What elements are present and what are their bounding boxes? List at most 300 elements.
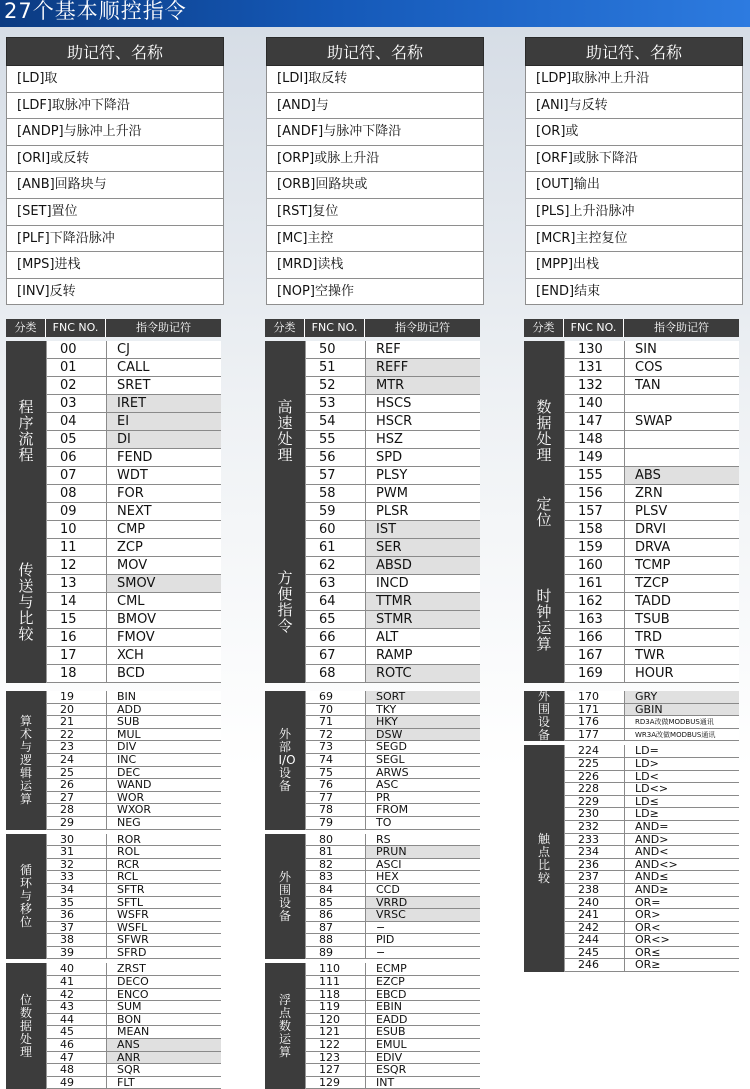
basic-item: [ORP]或脉上升沿 — [266, 146, 484, 173]
fnc-mnemonic: GRY — [625, 691, 739, 703]
fnc-number: 228 — [565, 783, 625, 795]
fnc-number: 169 — [565, 665, 625, 682]
fnc-mnemonic: DEC — [117, 766, 141, 779]
category-label — [265, 834, 305, 960]
table-row — [47, 539, 221, 557]
category-group — [524, 557, 739, 683]
fnc-mnemonic: RAMP — [376, 648, 413, 663]
fnc-mnemonic: NEXT — [117, 504, 152, 519]
fnc-mnemonic: OR<> — [635, 934, 670, 946]
fnc-mnemonic: TTMR — [366, 593, 480, 610]
row-list — [305, 691, 480, 830]
fnc-mnemonic: − — [376, 921, 386, 934]
fnc-number: 129 — [306, 1077, 366, 1089]
fnc-mnemonic: ALT — [376, 630, 399, 645]
fnc-mnemonic: CML — [117, 594, 145, 609]
category-text: 外围设备 — [278, 869, 291, 923]
fnc-number: 03 — [47, 395, 107, 412]
table-row — [565, 467, 739, 485]
table-row — [47, 521, 221, 539]
fnc-number: 160 — [565, 557, 625, 574]
fnc-number: 08 — [47, 485, 107, 502]
fnc-number: 68 — [306, 665, 366, 682]
fnc-mnemonic: WAND — [117, 779, 152, 791]
basic-item: [MRD]读栈 — [266, 252, 484, 279]
table-row — [47, 575, 221, 593]
fnc-number: 170 — [565, 691, 625, 703]
fnc-mnemonic: BIN — [117, 691, 137, 703]
category-label — [524, 467, 564, 557]
basic-item: [ANI]与反转 — [525, 93, 743, 120]
fnc-number: 21 — [47, 716, 107, 728]
category-label — [524, 691, 564, 741]
fnc-mnemonic: SFTL — [117, 896, 143, 909]
basic-item: [MPP]出栈 — [525, 252, 743, 279]
fnc-number: 127 — [306, 1064, 366, 1076]
fnc-number: 42 — [47, 989, 107, 1001]
category-label — [265, 341, 305, 521]
fnc-mnemonic: PR — [376, 791, 391, 804]
fnc-number: 34 — [47, 884, 107, 896]
fnc-mnemonic: HSCR — [376, 414, 413, 429]
fnc-mnemonic: LD> — [635, 757, 659, 770]
row-list — [564, 745, 739, 972]
fnc-number: 02 — [47, 377, 107, 394]
table-row — [565, 341, 739, 359]
table-row — [47, 846, 221, 859]
table-row — [565, 909, 739, 922]
fnc-mnemonic: LD< — [635, 770, 659, 783]
fnc-number: 148 — [565, 431, 625, 448]
table-row — [306, 716, 480, 729]
fnc-mnemonic: ANR — [107, 1052, 221, 1064]
category-group — [6, 691, 221, 830]
fnc-number: 162 — [565, 593, 625, 610]
category-label — [6, 834, 46, 960]
basic-item: [INV]反转 — [6, 279, 224, 306]
fnc-mnemonic: ENCO — [117, 988, 149, 1001]
fnc-mnemonic: WOR — [117, 791, 145, 804]
fnc-number: 234 — [565, 846, 625, 858]
basic-item: [ORI]或反转 — [6, 146, 224, 173]
fnc-mnemonic: TCMP — [635, 558, 671, 573]
row-list — [305, 341, 480, 521]
fnc-mnemonic: GBIN — [625, 704, 739, 716]
table-row — [565, 431, 739, 449]
fnc-mnemonic: BMOV — [117, 612, 157, 627]
table-row — [565, 611, 739, 629]
fnc-number: 56 — [306, 449, 366, 466]
fnc-mnemonic: FMOV — [117, 630, 155, 645]
row-list — [305, 521, 480, 683]
table-row — [565, 557, 739, 575]
fnc-number: 81 — [306, 846, 366, 858]
table-row — [47, 485, 221, 503]
fnc-number: 82 — [306, 859, 366, 871]
fnc-mnemonic: INT — [376, 1076, 395, 1089]
fnc-mnemonic: WSFL — [117, 921, 148, 934]
fnc-mnemonic: TZCP — [635, 576, 669, 591]
basic-item: [OR]或 — [525, 119, 743, 146]
fnc-number: 53 — [306, 395, 366, 412]
table-row — [47, 647, 221, 665]
fnc-number: 245 — [565, 947, 625, 959]
table-row — [47, 593, 221, 611]
fnc-number: 51 — [306, 359, 366, 376]
table-row — [306, 691, 480, 704]
table-row — [306, 593, 480, 611]
basic-item: [ANB]回路块与 — [6, 172, 224, 199]
fnc-number: 15 — [47, 611, 107, 628]
fnc-number: 158 — [565, 521, 625, 538]
category-label — [265, 963, 305, 1089]
fnc-number: 246 — [565, 959, 625, 971]
category-group — [524, 691, 739, 741]
fnc-number: 232 — [565, 821, 625, 833]
fnc-number: 237 — [565, 871, 625, 883]
fnc-mnemonic: OR≥ — [635, 959, 661, 972]
header-mnemonic: 指令助记符 — [136, 321, 191, 334]
fnc-mnemonic: HSCS — [376, 396, 412, 411]
table-row — [47, 1039, 221, 1052]
table-row — [306, 377, 480, 395]
fnc-mnemonic: SRET — [117, 378, 151, 393]
fnc-number: 89 — [306, 947, 366, 959]
fnc-number: 39 — [47, 947, 107, 959]
fnc-number: 54 — [306, 413, 366, 430]
fnc-number: 83 — [306, 871, 366, 883]
fnc-number: 00 — [47, 341, 107, 358]
fnc-number: 06 — [47, 449, 107, 466]
fnc-mnemonic: PLSV — [635, 504, 668, 519]
page-header — [0, 0, 750, 27]
fnc-number: 63 — [306, 575, 366, 592]
fnc-mnemonic: FEND — [117, 450, 153, 465]
fnc-mnemonic: WXOR — [117, 804, 152, 816]
table-row — [47, 431, 221, 449]
header-category: 分类 — [265, 319, 305, 337]
basic-item: [MC]主控 — [266, 226, 484, 253]
fnc-number: 38 — [47, 934, 107, 946]
fnc-mnemonic: SFTR — [117, 883, 145, 896]
fnc-number: 226 — [565, 771, 625, 783]
fnc-mnemonic: AND<> — [635, 858, 678, 871]
table-row — [47, 1064, 221, 1077]
category-label — [6, 521, 46, 683]
table-row — [47, 557, 221, 575]
basic-item: [RST]复位 — [266, 199, 484, 226]
fnc-table-header — [265, 319, 480, 337]
fnc-mnemonic: HSZ — [376, 432, 403, 447]
basic-box-1 — [6, 37, 224, 305]
table-row — [565, 758, 739, 771]
row-list — [46, 521, 221, 683]
category-text: 程序流程 — [18, 398, 34, 464]
table-row — [565, 884, 739, 897]
fnc-number: 85 — [306, 897, 366, 909]
header-fnc-no: FNC NO. — [564, 319, 624, 337]
fnc-number: 01 — [47, 359, 107, 376]
fnc-mnemonic: CALL — [117, 360, 150, 375]
category-text: 位数据处理 — [19, 992, 32, 1059]
table-row — [306, 395, 480, 413]
fnc-number: 73 — [306, 741, 366, 753]
table-row — [565, 647, 739, 665]
table-row — [306, 947, 480, 960]
category-label — [524, 341, 564, 395]
fnc-number: 20 — [47, 704, 107, 716]
fnc-number: 241 — [565, 909, 625, 921]
fnc-number: 74 — [306, 754, 366, 766]
category-group — [524, 745, 739, 972]
fnc-number: 47 — [47, 1052, 107, 1064]
category-group — [265, 521, 480, 683]
fnc-number: 238 — [565, 884, 625, 896]
table-row — [306, 413, 480, 431]
fnc-mnemonic: FROM — [376, 804, 409, 816]
fnc-mnemonic: VRRD — [366, 897, 480, 909]
fnc-number: 59 — [306, 503, 366, 520]
fnc-mnemonic: WDT — [117, 468, 148, 483]
fnc-mnemonic: LD≥ — [635, 808, 659, 820]
fnc-number: 52 — [306, 377, 366, 394]
fnc-mnemonic: TRD — [635, 630, 662, 645]
fnc-number: 157 — [565, 503, 625, 520]
fnc-mnemonic: AND≥ — [635, 883, 669, 896]
fnc-mnemonic — [625, 431, 739, 448]
category-text: 数据处理 — [536, 398, 552, 464]
fnc-mnemonic: AND< — [635, 846, 669, 858]
fnc-mnemonic: MTR — [366, 377, 480, 394]
category-text: 触点比较 — [537, 831, 550, 885]
fnc-number: 163 — [565, 611, 625, 628]
table-row — [306, 485, 480, 503]
fnc-number: 121 — [306, 1026, 366, 1038]
fnc-mnemonic: ROL — [117, 846, 140, 858]
fnc-mnemonic: EI — [107, 413, 221, 430]
fnc-mnemonic: STMR — [366, 611, 480, 628]
fnc-mnemonic: MUL — [117, 728, 141, 741]
basic-item: [MPS]进栈 — [6, 252, 224, 279]
row-list — [46, 834, 221, 960]
fnc-mnemonic: CMP — [117, 522, 146, 537]
fnc-number: 61 — [306, 539, 366, 556]
fnc-number: 79 — [306, 817, 366, 829]
row-list — [564, 395, 739, 467]
category-label — [6, 341, 46, 521]
table-row — [565, 485, 739, 503]
fnc-number: 80 — [306, 834, 366, 846]
fnc-number: 19 — [47, 691, 107, 703]
fnc-table-header — [524, 319, 739, 337]
fnc-mnemonic: PRUN — [366, 846, 480, 858]
fnc-number: 12 — [47, 557, 107, 574]
fnc-mnemonic: DSW — [366, 729, 480, 741]
basic-item: [ANDF]与脉冲下降沿 — [266, 119, 484, 146]
big-section — [6, 341, 221, 683]
fnc-mnemonic: SIN — [635, 342, 657, 357]
category-group — [265, 963, 480, 1089]
fnc-number: 131 — [565, 359, 625, 376]
basic-box-title: 助记符、名称 — [6, 37, 224, 66]
category-group — [6, 834, 221, 960]
fnc-number: 48 — [47, 1064, 107, 1076]
fnc-number: 60 — [306, 521, 366, 538]
table-row — [306, 976, 480, 989]
fnc-number: 17 — [47, 647, 107, 664]
basic-item: [OUT]输出 — [525, 172, 743, 199]
fnc-mnemonic: EBCD — [376, 988, 407, 1001]
fnc-number: 43 — [47, 1001, 107, 1013]
basic-item: [ANDP]与脉冲上升沿 — [6, 119, 224, 146]
table-row — [47, 779, 221, 792]
basic-item: [LDI]取反转 — [266, 66, 484, 93]
table-row — [47, 934, 221, 947]
basic-box-3 — [525, 37, 743, 305]
fnc-mnemonic: SUM — [117, 1001, 142, 1013]
table-row — [306, 431, 480, 449]
fnc-mnemonic: OR= — [635, 896, 661, 909]
fnc-mnemonic: OR> — [635, 909, 661, 921]
small-section — [6, 691, 221, 1089]
fnc-number: 88 — [306, 934, 366, 946]
row-list — [564, 557, 739, 683]
fnc-mnemonic: ROTC — [366, 665, 480, 682]
fnc-number: 147 — [565, 413, 625, 430]
basic-box-title: 助记符、名称 — [266, 37, 484, 66]
fnc-number: 123 — [306, 1052, 366, 1064]
fnc-number: 77 — [306, 792, 366, 804]
fnc-number: 110 — [306, 963, 366, 975]
table-row — [306, 629, 480, 647]
fnc-mnemonic: ARWS — [376, 766, 409, 779]
fnc-mnemonic: TWR — [635, 648, 665, 663]
fnc-number: 149 — [565, 449, 625, 466]
basic-item: [ORF]或脉下降沿 — [525, 146, 743, 173]
category-label — [265, 521, 305, 683]
basic-box-2 — [266, 37, 484, 305]
fnc-number: 11 — [47, 539, 107, 556]
basic-item: [LDF]取脉冲下降沿 — [6, 93, 224, 120]
table-row — [565, 449, 739, 467]
table-row — [565, 821, 739, 834]
table-row — [306, 467, 480, 485]
fnc-mnemonic: EZCP — [376, 976, 405, 988]
fnc-mnemonic: FLT — [117, 1076, 135, 1089]
fnc-number: 244 — [565, 934, 625, 946]
table-row — [47, 665, 221, 683]
fnc-mnemonic: INCD — [376, 576, 409, 591]
category-text: 算术与逻辑运算 — [19, 713, 32, 806]
fnc-mnemonic: ESQR — [376, 1064, 407, 1076]
fnc-number: 05 — [47, 431, 107, 448]
category-label — [265, 691, 305, 830]
small-section — [265, 691, 480, 1089]
fnc-mnemonic: ADD — [117, 703, 142, 716]
fnc-number: 156 — [565, 485, 625, 502]
table-row — [565, 846, 739, 859]
table-row — [47, 976, 221, 989]
basic-box-title: 助记符、名称 — [525, 37, 743, 66]
category-group — [6, 521, 221, 683]
fnc-number: 120 — [306, 1014, 366, 1026]
row-list — [46, 963, 221, 1089]
table-row — [565, 377, 739, 395]
fnc-number: 229 — [565, 796, 625, 808]
table-row — [47, 754, 221, 767]
basic-item: [AND]与 — [266, 93, 484, 120]
fnc-mnemonic: MEAN — [117, 1026, 150, 1039]
category-label — [524, 395, 564, 467]
category-group — [524, 395, 739, 467]
fnc-mnemonic: PWM — [376, 486, 408, 501]
basic-item: [LD]取 — [6, 66, 224, 93]
small-section — [524, 691, 739, 972]
fnc-mnemonic: SWAP — [635, 414, 673, 429]
table-row — [47, 817, 221, 830]
fnc-number: 225 — [565, 758, 625, 770]
category-label — [524, 557, 564, 683]
table-row — [306, 647, 480, 665]
fnc-number: 78 — [306, 804, 366, 816]
fnc-mnemonic: PLSY — [376, 468, 408, 483]
basic-item: [PLS]上升沿脉冲 — [525, 199, 743, 226]
fnc-number: 122 — [306, 1039, 366, 1051]
fnc-number: 71 — [306, 716, 366, 728]
fnc-mnemonic: WSFR — [117, 909, 149, 921]
table-row — [565, 716, 739, 729]
fnc-number: 177 — [565, 729, 625, 741]
table-row — [47, 395, 221, 413]
fnc-number: 31 — [47, 846, 107, 858]
basic-item: [LDP]取脉冲上升沿 — [525, 66, 743, 93]
fnc-number: 166 — [565, 629, 625, 646]
fnc-number: 140 — [565, 395, 625, 412]
fnc-mnemonic: SFWR — [117, 934, 149, 946]
table-row — [306, 521, 480, 539]
fnc-number: 37 — [47, 922, 107, 934]
fnc-number: 24 — [47, 754, 107, 766]
fnc-mnemonic: DRVI — [635, 522, 667, 537]
fnc-table-header — [6, 319, 221, 337]
fnc-number: 111 — [306, 976, 366, 988]
table-row — [47, 341, 221, 359]
fnc-table-2 — [265, 319, 480, 1089]
category-group — [6, 963, 221, 1089]
row-list — [564, 467, 739, 557]
fnc-mnemonic: ESUB — [376, 1026, 406, 1039]
fnc-mnemonic: COS — [635, 360, 663, 375]
table-row — [306, 754, 480, 767]
fnc-number: 07 — [47, 467, 107, 484]
table-row — [306, 884, 480, 897]
fnc-mnemonic: ROR — [117, 833, 141, 846]
fnc-mnemonic: SMOV — [107, 575, 221, 592]
fnc-mnemonic: CCD — [376, 883, 400, 896]
category-group — [524, 341, 739, 395]
fnc-number: 16 — [47, 629, 107, 646]
fnc-mnemonic: SQR — [117, 1064, 141, 1076]
fnc-mnemonic: SEGL — [376, 753, 405, 766]
table-row — [565, 359, 739, 377]
fnc-number: 09 — [47, 503, 107, 520]
fnc-mnemonic: TADD — [635, 594, 671, 609]
category-text: 传送与比较 — [18, 561, 34, 643]
row-list — [305, 834, 480, 960]
table-row — [306, 817, 480, 830]
basic-item: [NOP]空操作 — [266, 279, 484, 306]
fnc-number: 161 — [565, 575, 625, 592]
